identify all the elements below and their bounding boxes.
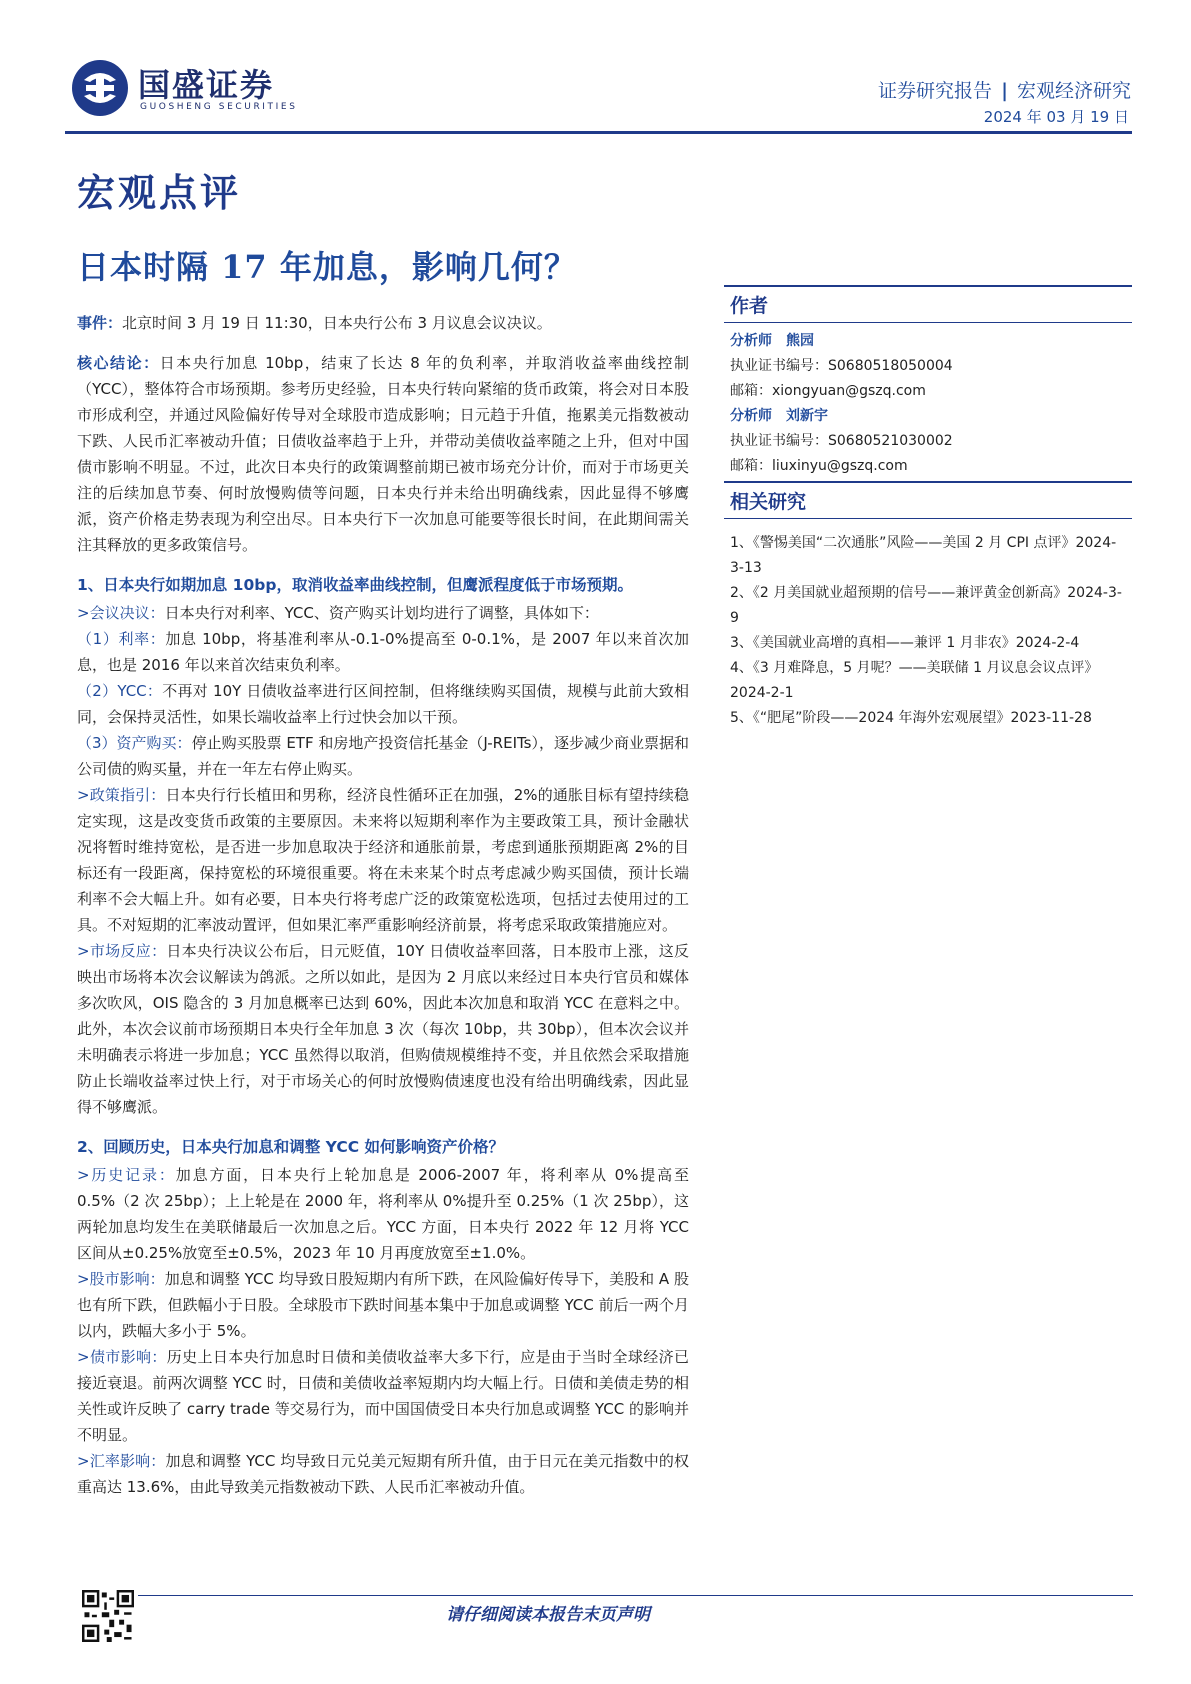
paragraph-label: >汇率影响： [77, 1452, 166, 1470]
paragraph-label: （1）利率： [77, 630, 166, 648]
related-research-item[interactable]: 2、《2 月美国就业超预期的信号——兼评黄金创新高》2024-3-9 [730, 585, 1122, 626]
section-2-paragraph [77, 1162, 689, 1266]
company-logo [70, 58, 300, 118]
paragraph-text: 加息和调整 YCC 均导致日元兑美元短期有所升值，由于日元在美元指数中的权重高达 13.6%，由此导致美元指数被动下跌、人民币汇率被动升值。 [77, 1452, 689, 1496]
main-content [77, 310, 689, 1500]
footer-disclaimer: 请仔细阅读本报告末页声明 [446, 1605, 650, 1625]
event-text: 北京时间 3 月 19 日 11:30，日本央行公布 3 月议息会议决议。 [122, 314, 552, 332]
analyst-name: 刘新宇 [786, 408, 828, 424]
section-1-paragraph [77, 678, 689, 730]
email-label: 邮箱： [730, 383, 772, 399]
section-1-title: 1、日本央行如期加息 10bp，取消收益率曲线控制，但鹰派程度低于市场预期。 [77, 576, 633, 594]
email-label: 邮箱： [730, 458, 772, 474]
core-label: 核心结论： [77, 354, 160, 372]
section-1-paragraph [77, 600, 689, 626]
cert-number: S0680518050004 [828, 358, 953, 374]
cert-label: 执业证书编号： [730, 433, 828, 449]
related-research-item[interactable]: 1、《警惕美国“二次通胀”风险——美国 2 月 CPI 点评》2024-3-13 [730, 535, 1117, 576]
report-category-heading: 宏观点评 [77, 170, 242, 215]
section-2-title: 2、回顾历史，日本央行加息和调整 YCC 如何影响资产价格？ [77, 1138, 505, 1156]
analyst-block [724, 323, 1132, 481]
related-research-item[interactable]: 4、《3 月难降息，5 月呢？——美联储 1 月议息会议点评》2024-2-1 [730, 660, 1099, 701]
section-2-paragraph [77, 1266, 689, 1344]
paragraph-text: 历史上日本央行加息时日债和美债收益率大多下行，应是由于当时全球经济已接近衰退。前两次调整 YCC 时，日债和美债收益率短期内均大幅上行。日债和美债走势的相关性或许反映了 carry trade 等交易行为，而中国国债受日本央行加息或调整 YCC 的影响并不明显。 [77, 1348, 689, 1444]
analyst-role: 分析师 [730, 408, 772, 424]
paragraph-label: >市场反应： [77, 942, 167, 960]
section-1-paragraph [77, 938, 689, 1120]
header-divider [65, 131, 1132, 134]
guosheng-logo-icon [70, 58, 130, 118]
paragraph-text: 加息方面，日本央行上轮加息是 2006-2007 年，将利率从 0%提高至 0.5%（2 次 25bp）；上上轮是在 2000 年，将利率从 0%提升至 0.25%（1 次 25bp），这两轮加息均发生在美联储最后一次加息之后。YCC 方面，日本央行 2022 年 12 月将 YCC 区间从±0.25%放宽至±0.5%，2023 年 10 月再度放宽至±1.0%。 [77, 1166, 689, 1262]
report-type [878, 76, 1131, 103]
event-paragraph [77, 310, 689, 336]
related-research-heading: 相关研究 [724, 481, 1132, 519]
footer-divider [138, 1595, 1133, 1596]
report-date: 2024 年 03 月 19 日 [983, 108, 1129, 126]
separator: | [1001, 80, 1008, 102]
analyst-role: 分析师 [730, 333, 772, 349]
section-2-paragraph [77, 1448, 689, 1500]
paragraph-text: 日本央行行长植田和男称，经济良性循环正在加强，2%的通胀目标有望持续稳定实现，这是改变货币政策的主要原因。未来将以短期利率作为主要政策工具，预计金融状况将暂时维持宽松，是否进一步加息取决于经济和通胀前景，考虑到通胀预期距离 2%的目标还有一段距离，保持宽松的环境很重要。将在未来某个时点考虑减少购买国债，预计长端利率不会大幅上升。如有必要，日本央行将考虑广泛的政策宽松选项，包括过去使用过的工具。不对短期的汇率波动置评，但如果汇率严重影响经济前景，将考虑采取政策措施应对。 [77, 786, 689, 934]
paragraph-label: >会议决议： [77, 604, 165, 622]
page-title: 日本时隔 17 年加息，影响几何？ [77, 248, 577, 286]
analyst-cert [730, 429, 1126, 454]
section-1-paragraph [77, 782, 689, 938]
analyst-name-row [730, 404, 1126, 429]
core-conclusion-paragraph [77, 350, 689, 558]
cert-number: S0680521030002 [828, 433, 953, 449]
paragraph-label: （3）资产购买： [77, 734, 192, 752]
analyst-email [730, 379, 1126, 404]
paragraph-text: 加息和调整 YCC 均导致日股短期内有所下跌，在风险偏好传导下，美股和 A 股也有所下跌，但跌幅小于日股。全球股市下跌时间基本集中于加息或调整 YCC 前后一两个月以内，跌幅大多小于 5%。 [77, 1270, 689, 1340]
section-1-paragraph [77, 626, 689, 678]
paragraph-text: 日本央行决议公布后，日元贬值，10Y 日债收益率回落，日本股市上涨，这反映出市场将本次会议解读为鸽派。之所以如此，是因为 2 月底以来经过日本央行官员和媒体多次吹风，OIS 隐含的 3 月加息概率已达到 60%，因此本次加息和取消 YCC 在意料之中。此外，本次会议前市场预期日本央行全年加息 3 次（每次 10bp，共 30bp），但本次会议并未明确表示将进一步加息；YCC 虽然得以取消，但购债规模维持不变，并且依然会采取措施防止长端收益率过快上行，对于市场关心的何时放慢购债速度也没有给出明确线索，因此显得不够鹰派。 [77, 942, 689, 1116]
logo-chinese-name: 国盛证券 [138, 66, 275, 104]
analyst-email [730, 454, 1126, 479]
paragraph-text: 日本央行对利率、YCC、资产购买计划均进行了调整，具体如下： [164, 604, 599, 622]
section-1-paragraph [77, 730, 689, 782]
email-link[interactable]: xiongyuan@gszq.com [772, 383, 926, 399]
paragraph-label: >政策指引： [77, 786, 166, 804]
sidebar [724, 285, 1132, 731]
cert-label: 执业证书编号： [730, 358, 828, 374]
report-category: 宏观经济研究 [1016, 80, 1131, 102]
related-research-list [724, 519, 1132, 731]
report-type-label: 证券研究报告 [878, 80, 993, 102]
paragraph-label: >债市影响： [77, 1348, 167, 1366]
event-label: 事件： [77, 314, 123, 332]
email-link[interactable]: liuxinyu@gszq.com [772, 458, 908, 474]
qr-code-icon [82, 1590, 134, 1642]
logo-english-name: GUOSHENG SECURITIES [140, 102, 298, 112]
paragraph-label: （2）YCC： [77, 682, 163, 700]
authors-heading: 作者 [724, 285, 1132, 323]
analyst-cert [730, 354, 1126, 379]
analyst-name: 熊园 [786, 333, 814, 349]
paragraph-text: 停止购买股票 ETF 和房地产投资信托基金（J-REITs），逐步减少商业票据和公司债的购买量，并在一年左右停止购买。 [77, 734, 690, 778]
paragraph-text: 不再对 10Y 日债收益率进行区间控制，但将继续购买国债，规模与此前大致相同，会保持灵活性，如果长端收益率上行过快会加以干预。 [77, 682, 689, 726]
section-2-paragraph [77, 1344, 689, 1448]
related-research-item[interactable]: 5、《“肥尾”阶段——2024 年海外宏观展望》2023-11-28 [730, 710, 1092, 726]
core-text: 日本央行加息 10bp，结束了长达 8 年的负利率，并取消收益率曲线控制（YCC），整体符合市场预期。参考历史经验，日本央行转向紧缩的货币政策，将会对日本股市形成利空，并通过风险偏好传导对全球股市造成影响；日元趋于升值，拖累美元指数被动下跌、人民币汇率被动升值；日债收益率趋于上升，并带动美债收益率随之上升，但对中国债市影响不明显。不过，此次日本央行的政策调整前期已被市场充分计价，而对于市场更关注的后续加息节奏、何时放慢购债等问题，日本央行并未给出明确线索，因此显得不够鹰派，资产价格走势表现为利空出尽。日本央行下一次加息可能要等很长时间，在此期间需关注其释放的更多政策信号。 [77, 354, 689, 554]
analyst-name-row [730, 329, 1126, 354]
paragraph-label: >股市影响： [77, 1270, 165, 1288]
paragraph-label: >历史记录： [77, 1166, 176, 1184]
paragraph-text: 加息 10bp，将基准利率从-0.1-0%提高至 0-0.1%，是 2007 年以来首次加息，也是 2016 年以来首次结束负利率。 [77, 630, 690, 674]
related-research-item[interactable]: 3、《美国就业高增的真相——兼评 1 月非农》2024-2-4 [730, 635, 1080, 651]
